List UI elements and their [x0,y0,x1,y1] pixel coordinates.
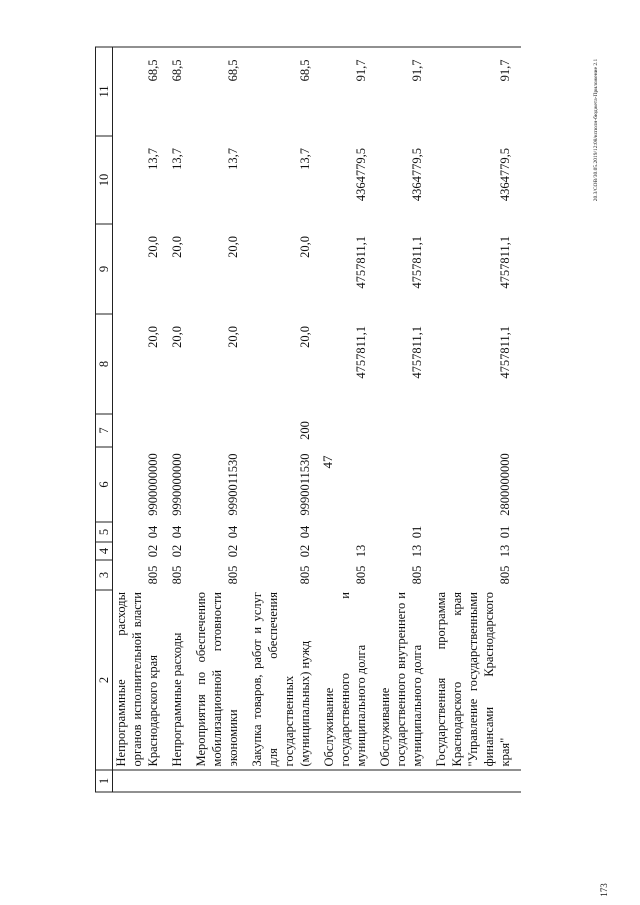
cell-refined-amount: 20,0 [298,236,312,258]
cell-section: 02 [146,544,160,558]
cell-item-name: Мероприятия по обеспечению мобилизационной готовности экономики [194,592,240,767]
cell-item-name: Непрограммные расходы [170,632,184,767]
cell-approved-amount: 4757811,1 [410,326,424,379]
cell-executed-amount: 4364779,5 [354,148,368,202]
cell-expense-type [321,414,377,447]
cell-expense-type [193,414,249,447]
cell-target-article: 9990011530 [226,453,240,516]
cell-percent: 91,7 [377,47,433,136]
cell-subsection [321,522,377,542]
budget-table [95,47,521,793]
cell-subsection: 04 [298,525,312,539]
table-row [169,47,193,792]
cell-main-admin: 805 [146,565,160,585]
cell-item-name: Государственная программа Краснодарского края "Управление государственными финансами Краснодарского края" [434,592,512,767]
cell-item-name: Обслуживание государственного внутреннего и муниципального долга [378,592,424,767]
cell-executed-amount: 4364779,5 [410,148,424,202]
cell-main-admin: 805 [498,565,512,585]
cell-row-index [249,770,321,792]
cell-percent: 68,5 [249,47,321,136]
col-header-9: 9 [96,224,113,314]
col-header-1: 1 [96,770,113,792]
cell-executed-amount: 4364779,5 [498,148,512,202]
cell-main-admin: 805 [226,565,240,585]
cell-refined-amount: 4757811,1 [410,236,424,289]
cell-target-article: 9990000000 [170,453,184,516]
cell-subsection: 01 [498,525,512,539]
table-body [113,47,522,792]
cell-subsection: 04 [170,525,184,539]
cell-percent: 68,5 [169,47,193,136]
cell-approved-amount: 20,0 [170,326,184,348]
cell-approved-amount: 4757811,1 [354,326,368,379]
col-header-5: 5 [96,522,113,542]
table-row [249,47,321,792]
cell-expense-type [433,414,521,447]
cell-percent: 91,7 [321,47,377,136]
cell-target-article [377,447,433,522]
col-header-2: 2 [96,590,113,770]
cell-item-name: Закупка товаров, работ и услуг для обеспечения государственных (муниципальных) нужд [250,592,312,767]
cell-refined-amount: 4757811,1 [354,236,368,289]
cell-approved-amount: 4757811,1 [498,326,512,379]
cell-row-index [169,770,193,792]
cell-subsection: 01 [410,525,424,539]
cell-target-article: 9990011530 [298,453,312,516]
cell-approved-amount: 20,0 [298,326,312,348]
cell-executed-amount: 13,7 [170,148,184,170]
table-row [433,47,521,792]
table-header-row [96,47,113,792]
col-header-10: 10 [96,136,113,224]
cell-executed-amount: 13,7 [226,148,240,170]
cell-section: 13 [498,544,512,558]
cell-main-admin: 805 [298,565,312,585]
cell-item-name: Непрограммные расходы органов исполнительной власти Краснодарского края [114,592,160,767]
cell-expense-type [377,414,433,447]
table-row [113,47,170,792]
cell-approved-amount: 20,0 [146,326,160,348]
col-header-8: 8 [96,314,113,414]
cell-expense-type [169,414,193,447]
cell-subsection: 04 [146,525,160,539]
table-row [193,47,249,792]
cell-row-index [193,770,249,792]
cell-percent: 68,5 [113,47,170,136]
cell-main-admin: 805 [170,565,184,585]
cell-approved-amount: 20,0 [226,326,240,348]
cell-percent: 68,5 [193,47,249,136]
col-header-3: 3 [96,560,113,590]
cell-expense-type [113,414,170,447]
cell-target-article [321,447,377,522]
col-header-11: 11 [96,47,113,136]
corner-page-marker: 173 [599,883,609,897]
col-header-4: 4 [96,542,113,560]
cell-expense-type: 200 [298,421,312,440]
cell-target-article: 2800000000 [498,453,512,516]
budget-table-container [95,48,583,793]
cell-target-article: 9900000000 [146,453,160,516]
cell-main-admin: 805 [410,565,424,585]
cell-row-index [321,770,377,792]
cell-row-index [113,770,170,792]
cell-executed-amount: 13,7 [146,148,160,170]
cell-item-name: Обслуживание государственного и муниципального долга [322,592,368,767]
table-row [377,47,433,792]
col-header-6: 6 [96,447,113,522]
cell-section: 02 [226,544,240,558]
cell-refined-amount: 20,0 [226,236,240,258]
table-row [321,47,377,792]
cell-executed-amount: 13,7 [298,148,312,170]
cell-refined-amount: 20,0 [146,236,160,258]
cell-refined-amount: 20,0 [170,236,184,258]
cell-section: 02 [170,544,184,558]
document-footer-note: 20.3/СОВ/30.05.2019/12:08/ксполн-бюджета-Приложение 2.1 [593,58,599,202]
cell-section: 02 [298,544,312,558]
cell-subsection: 04 [226,525,240,539]
cell-refined-amount: 4757811,1 [498,236,512,289]
cell-row-index [377,770,433,792]
page-number: 47 [320,455,335,469]
cell-main-admin: 805 [354,565,368,585]
cell-section: 13 [354,544,368,558]
cell-section: 13 [410,544,424,558]
col-header-7: 7 [96,414,113,447]
cell-percent: 91,7 [433,47,521,136]
cell-row-index [433,770,521,792]
